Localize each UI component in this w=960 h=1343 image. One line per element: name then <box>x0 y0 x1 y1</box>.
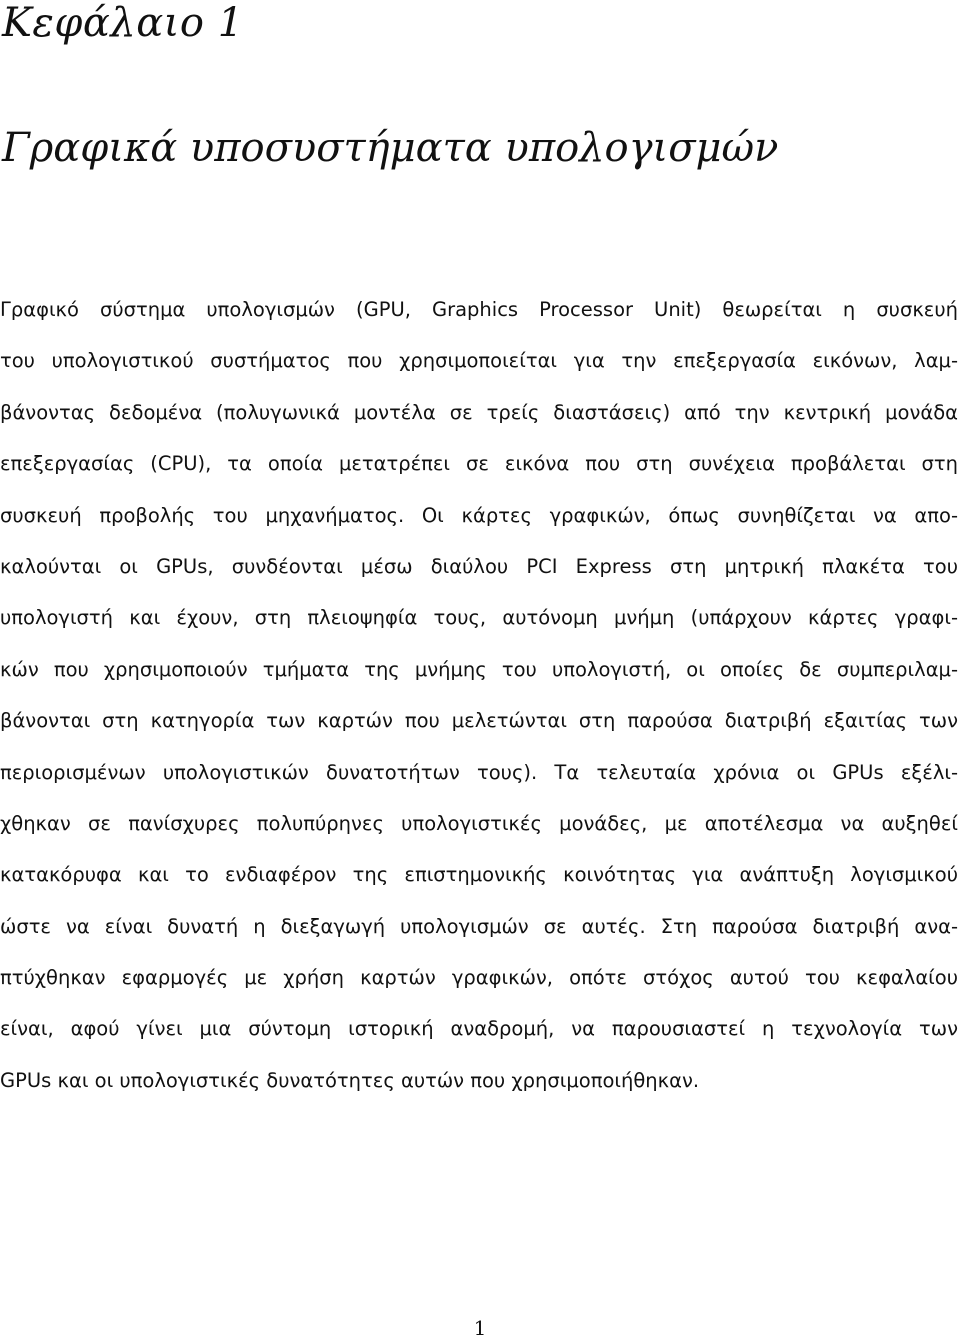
paragraph-line: πτύχθηκαν εφαρμογές με χρήση καρτών γραφικών, οπότε στόχος αυτού του κεφαλαίου <box>0 966 958 990</box>
body-paragraph <box>0 284 958 1106</box>
paragraph-line: υπολογιστή και έχουν, στη πλειοψηφία τους, αυτόνομη μνήμη (υπάρχουν κάρτες γραφι- <box>0 606 958 630</box>
paragraph-line: GPUs και οι υπολογιστικές δυνατότητες αυτών που χρησιμοποιήθηκαν. <box>0 1068 700 1092</box>
chapter-label: Κεφάλαιο 1 <box>2 0 244 46</box>
paragraph-line: είναι, αφού γίνει μια σύντομη ιστορική αναδρομή, να παρουσιαστεί η τεχνολογία των <box>0 1017 958 1041</box>
paragraph-line: κών που χρησιμοποιούν τμήματα της μνήμης του υπολογιστή, οι οποίες δε συμπεριλαμ- <box>0 657 958 681</box>
paragraph-line: Γραφικό σύστημα υπολογισμών (GPU, Graphics Processor Unit) θεωρείται η συσκευή <box>0 298 958 321</box>
paragraph-line: χθηκαν σε πανίσχυρες πολυπύρηνες υπολογιστικές μονάδες, με αποτέλεσμα να αυξηθεί <box>0 811 958 835</box>
paragraph-line: του υπολογιστικού συστήματος που χρησιμοποιείται για την επεξεργασία εικόνων, λαμ- <box>0 349 958 373</box>
paragraph-line: περιορισμένων υπολογιστικών δυνατοτήτων τους). Τα τελευταία χρόνια οι GPUs εξέλι- <box>0 760 958 784</box>
paragraph-line: ώστε να είναι δυνατή η διεξαγωγή υπολογισμών σε αυτές. Στη παρούσα διατριβή ανα- <box>0 914 958 938</box>
paragraph-line: επεξεργασίας (CPU), τα οποία μετατρέπει σε εικόνα που στη συνέχεια προβάλεται στη <box>0 452 958 476</box>
paragraph-line: κατακόρυφα και το ενδιαφέρον της επιστημονικής κοινότητας για ανάπτυξη λογισμικού <box>0 863 958 887</box>
page-number: 1 <box>473 1316 487 1340</box>
paragraph-line: βάνοντας δεδομένα (πολυγωνικά μοντέλα σε τρείς διαστάσεις) από την κεντρική μονάδα <box>0 400 958 424</box>
paragraph-line: συσκευή προβολής του μηχανήματος. Οι κάρτες γραφικών, όπως συνηθίζεται να απο- <box>0 503 958 527</box>
chapter-title: Γραφικά υποσυστήματα υπολογισμών <box>2 125 779 171</box>
paragraph-line: βάνονται στη κατηγορία των καρτών που μελετώνται στη παρούσα διατριβή εξαιτίας των <box>0 709 958 733</box>
paragraph-line: καλούνται οι GPUs, συνδέονται μέσω διαύλου PCI Express στη μητρική πλακέτα του <box>0 554 958 578</box>
